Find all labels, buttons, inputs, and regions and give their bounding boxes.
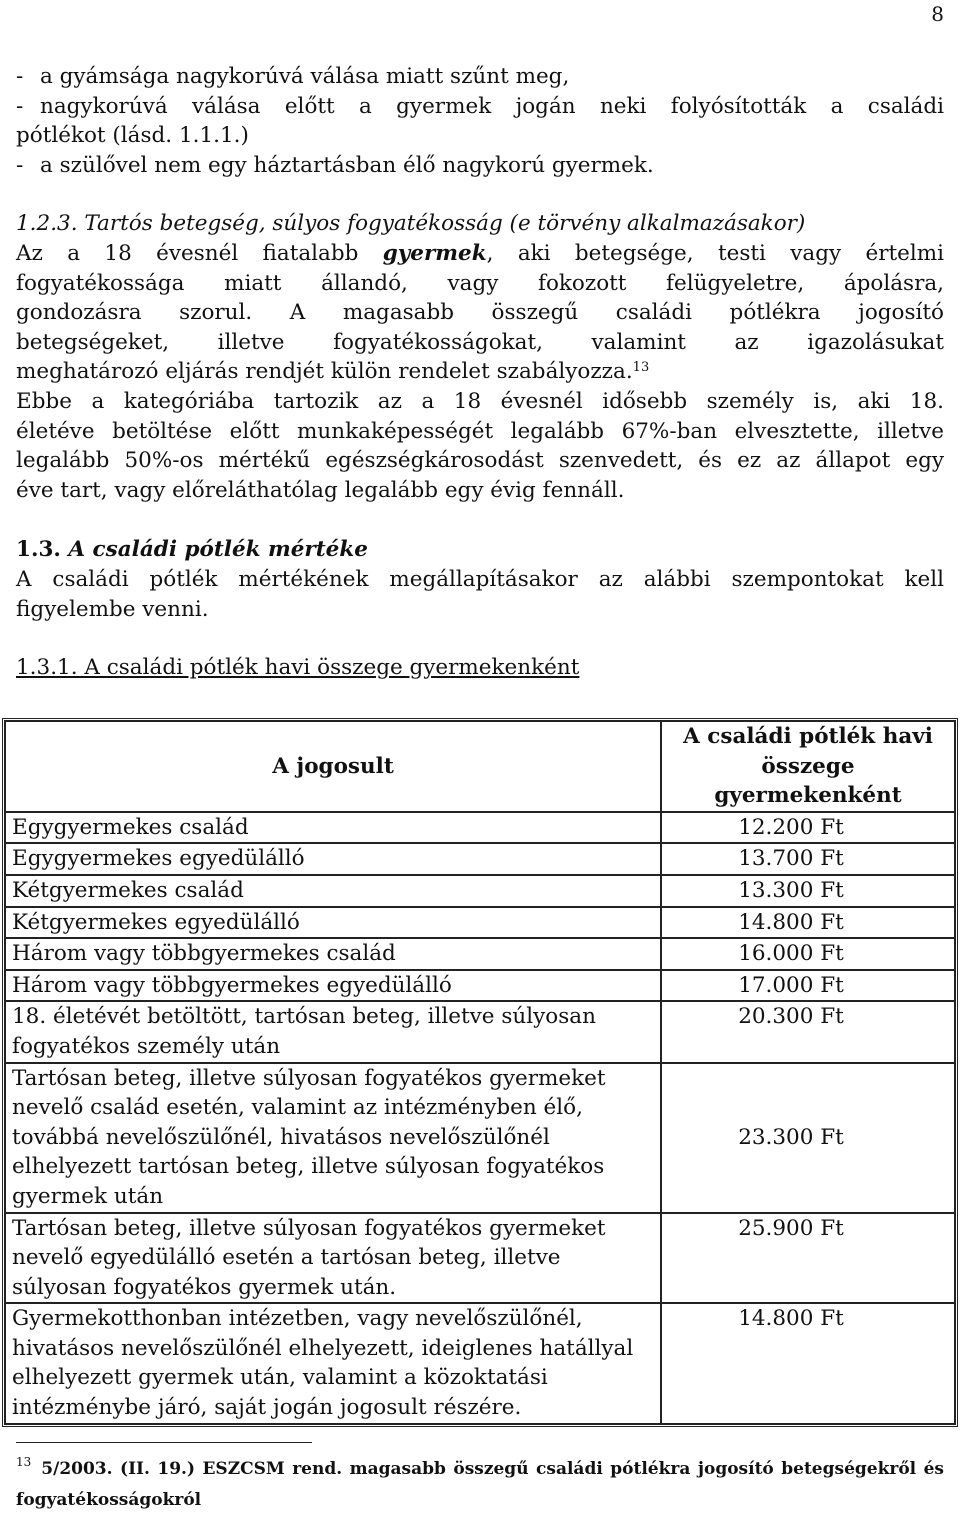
table-row <box>5 875 955 907</box>
cell-amount: 13.700 Ft <box>661 843 955 875</box>
cell-amount: 14.800 Ft <box>661 1303 955 1423</box>
cell-beneficiary: Három vagy többgyermekes család <box>5 938 661 970</box>
cell-amount: 17.000 Ft <box>661 970 955 1002</box>
footnote-reference[interactable]: 13 <box>632 360 650 376</box>
table-row <box>5 843 955 875</box>
cell-amount: 14.800 Ft <box>661 907 955 939</box>
emphasis-gyermek: gyermek <box>382 240 487 266</box>
section-1-2-3-paragraph-line: gondozásra szorul. A magasabb összegű családi pótlékra jogosító <box>16 300 944 326</box>
section-1-3-paragraph-line: figyelembe venni. <box>16 596 209 622</box>
table-row <box>5 938 955 970</box>
cell-amount: 25.900 Ft <box>661 1213 955 1304</box>
table-row <box>5 1063 955 1213</box>
document-body <box>16 62 944 683</box>
cell-beneficiary: Gyermekotthonban intézetben, vagy nevelőszülőnél, hivatásos nevelőszülőnél elhelyezett, ideiglenes hatállyal elhelyezett gyermek után, valamint a közoktatási intézménybe járó, saját jogán jogosult részére. <box>5 1303 661 1423</box>
cell-beneficiary: Tartósan beteg, illetve súlyosan fogyatékos gyermeket nevelő egyedülálló esetén a tartósan beteg, illetve súlyosan fogyatékos gyermek után. <box>5 1213 661 1304</box>
table-row <box>5 1001 955 1062</box>
cell-beneficiary: Tartósan beteg, illetve súlyosan fogyatékos gyermeket nevelő család esetén, valamint az intézményben élő, továbbá nevelőszülőnél, hivatásos nevelőszülőnél elhelyezett tartósan beteg, illetve súlyosan fogyatékos gyermek után <box>5 1063 661 1213</box>
cell-beneficiary: Kétgyermekes egyedülálló <box>5 907 661 939</box>
table-row <box>5 1213 955 1304</box>
section-1-2-3-paragraph-line: betegségeket, illetve fogyatékosságokat, valamint az igazolásukat <box>16 329 944 355</box>
cell-amount: 20.300 Ft <box>661 1001 955 1062</box>
column-header-beneficiary: A jogosult <box>5 721 661 812</box>
intro-list-item: - a gyámsága nagykorúvá válása miatt szűnt meg, <box>16 64 570 89</box>
table-row <box>5 812 955 844</box>
cell-amount: 16.000 Ft <box>661 938 955 970</box>
section-1-2-3-paragraph-line: meghatározó eljárás rendjét külön rendelet szabályozza.$^{13}$ <box>16 359 650 385</box>
intro-list-item: - a szülővel nem egy háztartásban élő nagykorú gyermek. <box>16 152 654 178</box>
table-row <box>5 970 955 1002</box>
cell-beneficiary: 18. életévét betöltött, tartósan beteg, illetve súlyosan fogyatékos személy után <box>5 1001 661 1062</box>
section-1-2-3-paragraph2-line: Ebbe a kategóriába tartozik az a 18 évesnél idősebb személy is, aki 18. <box>16 388 944 414</box>
intro-list-item: - nagykorúvá válása előtt a gyermek jogán neki folyósították a családi <box>16 93 944 119</box>
section-1-2-3-paragraph2-line: legalább 50%-os mértékű egészségkárosodást szenvedett, és ez az állapot egy <box>16 448 944 474</box>
table-row <box>5 907 955 939</box>
cell-amount: 23.300 Ft <box>661 1063 955 1213</box>
section-1-3-paragraph-line: A családi pótlék mértékének megállapításakor az alábbi szempontokat kell <box>16 566 944 592</box>
footnote <box>16 1454 944 1515</box>
table-row <box>5 1303 955 1423</box>
cell-beneficiary: Kétgyermekes család <box>5 875 661 907</box>
footnote-separator <box>16 1442 312 1443</box>
column-header-amount: A családi pótlék havi összege gyermekenként <box>661 721 955 812</box>
cell-beneficiary: Egygyermekes egyedülálló <box>5 843 661 875</box>
footnote-text: 5/2003. (II. 19.) ESZCSM rend. magasabb összegű családi pótlékra jogosító betegségekről és fogyatékosságokról <box>16 1459 944 1510</box>
cell-beneficiary: Egygyermekes család <box>5 812 661 844</box>
section-heading-1-3-1: 1.3.1. A családi pótlék havi összege gyermekenként <box>16 655 580 681</box>
footnote-number: 13 <box>16 1455 32 1469</box>
cell-beneficiary: Három vagy többgyermekes egyedülálló <box>5 970 661 1002</box>
page-number: 8 <box>931 2 944 26</box>
section-1-2-3-paragraph2-line: éve tart, vagy előreláthatólag legalább egy évig fennáll. <box>16 477 625 503</box>
table-header-row <box>5 721 955 812</box>
section-1-2-3-paragraph-line: Az a 18 évesnél fiatalabb gyermek, aki betegsége, testi vagy értelmi <box>16 240 944 266</box>
section-1-2-3-paragraph-line: fogyatékossága miatt állandó, vagy fokozott felügyeletre, ápolásra, <box>16 270 944 296</box>
section-1-2-3-paragraph2-line: életéve betöltése előtt munkaképességét legalább 67%-ban elvesztette, illetve <box>16 418 944 444</box>
cell-amount: 13.300 Ft <box>661 875 955 907</box>
intro-list-continuation: pótlékot (lásd. 1.1.1.) <box>16 123 249 149</box>
section-heading-1-3: 1.3. A családi pótlék mértéke <box>16 537 368 563</box>
amount-table <box>2 718 958 1427</box>
cell-amount: 12.200 Ft <box>661 812 955 844</box>
section-heading-1-2-3: 1.2.3. Tartós betegség, súlyos fogyatékosság (e törvény alkalmazásakor) <box>16 211 806 237</box>
